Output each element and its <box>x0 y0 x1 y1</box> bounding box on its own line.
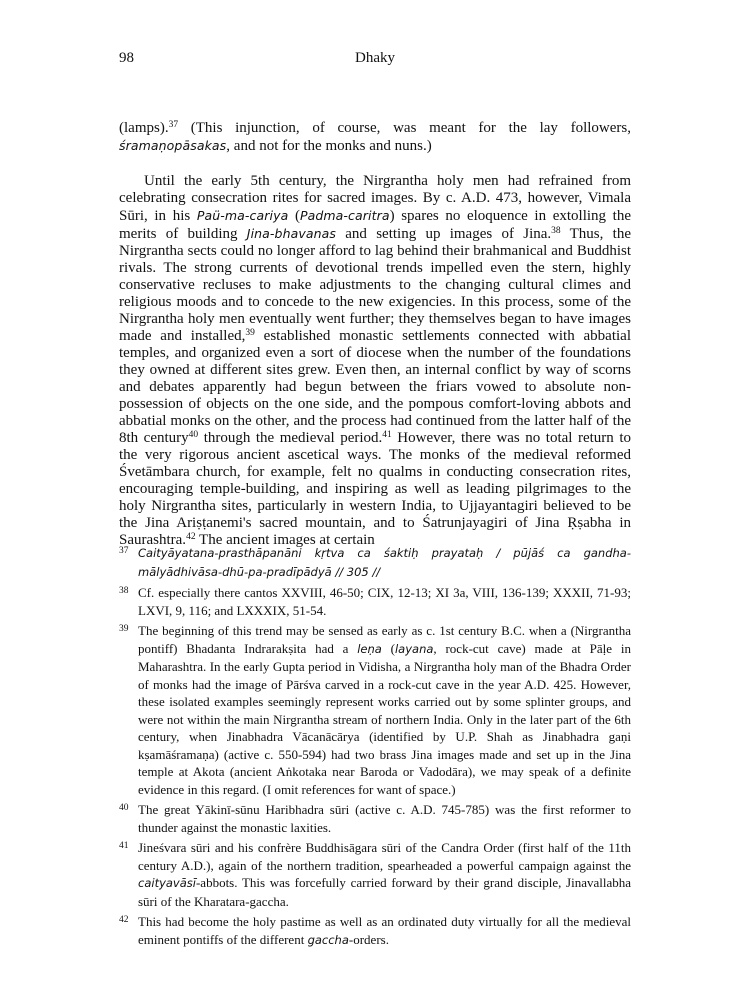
footnote-quote: Caityāyatana-prasthāpanāni kṛtva ca śaktiḥ prayataḥ / pūjāś ca gandha-mālyādhivāsa-dhū-pa-pradīpādyā // 305 // <box>138 546 631 579</box>
footnote-number: 39 <box>119 624 129 634</box>
term-layana: layana <box>394 641 434 656</box>
footnote-ref-39: 39 <box>245 328 255 338</box>
footnote-ref-38: 38 <box>551 226 561 236</box>
footnote-text: The great Yākinī-sūnu Haribhadra sūri (active c. A.D. 745-785) was the first reformer to thunder against the monastic laxities. <box>138 802 631 835</box>
term-gaccha: gaccha <box>307 932 349 947</box>
title-padma-caritra: Padma-caritra <box>299 208 390 223</box>
paragraph-2: Until the early 5th century, the Nirgrantha holy men had refrained from celebrating consecration rites for sacred images. By c. A.D. 473, however, Vimala Sūri, in his Paü-ma-cariya (Padma-caritra) spares no eloquence in extolling the merits of building Jina-bhavanas and setting up images of Jina.$^{38}$ Thus, the Nirgrantha sects could no longer afford to lag behind their brahmanical and Buddhist rivals. The strong currents of devotional trends impelled even the stern, highly conservative recluses to make adjustments to the changing cultural climes and religious moods and to concede to the new exigencies. In this process, some of the Nirgrantha holy men eventually went further; they themselves began to have images made and installed,$^{39}$ established monastic settlements connected with abbatial temples, and organized even a sort of diocese when the number of the foundations they owned at different sites grew. Even then, an internal conflict by way of scorns and debates apparently had begun between the friars vowed to absolute non-possession of objects on the one side, and the pompous comfort-loving abbots and abbatial monks on the other, and the process had continued from the latter half of the 8th century$^{40}$ through the medieval period.$^{41}$ However, there was no total return to the very rigorous ancient ascetical ways. The monks of the medieval reformed Śvetāmbara church, for example, felt no qualms in conducting consecration rites, encouraging temple-building, and inspiring as well as leading pilgrimages to the holy Nirgrantha sites, particularly in western India, to Ujjayantagiri believed to be the Jina Ariṣṭanemi's sacred mountain, and to Śatrunjayagiri of Jina Ṛṣabha in Saurashtra.$^{42}$ The ancient images at certain <box>119 173 632 548</box>
body-text <box>119 120 631 549</box>
footnote-40 <box>119 801 631 836</box>
footnotes <box>119 544 631 952</box>
term-caityavasi: caityavāsī <box>138 876 196 890</box>
footnote-number: 42 <box>119 915 129 925</box>
footnote-number: 37 <box>119 546 129 556</box>
term-jina-bhavanas: Jina-bhavanas <box>246 226 337 241</box>
term-sramanopasakas: śramaṇopāsakas <box>119 138 227 153</box>
page-header <box>119 50 631 70</box>
footnote-ref-42: 42 <box>186 532 196 542</box>
page-number: 98 <box>119 50 134 66</box>
footnote-42: 42 This had become the holy pastime as well as an ordinated duty virtually for all the medieval eminent pontiffs of the different gaccha-orders. <box>119 914 631 947</box>
footnote-37 <box>119 544 631 581</box>
footnote-39: 39 The beginning of this trend may be sensed as early as c. 1st century B.C. when a (Nirgrantha pontiff) Bhadanta Indrarakṣita had a leṇa (layana, rock-cut cave) made at Pāḷe in Maharashtra. In the early Gupta period in Vidisha, a Nirgrantha holy man of the Bhadra Order of monks had the image of Pārśva carved in a rock-cut cave in the year A.D. 425. However, these isolated examples seemingly represent works carried out by some splinter groups, and were not within the main Nirgrantha stream of northern India. Only in the later part of the 6th century, when Jinabhadra Vācanācārya (identified by U.P. Shah as Jinabhadra gaṇi kṣamāśramaṇa) (active c. 550-594) had two brass Jina images made and set up in the Jina temple at Akota (ancient Aṅkotaka near Baroda or Vadodāra), we may speak of a definite evidence in this regard. (I omit references for want of space.) <box>119 623 631 797</box>
footnote-number: 38 <box>119 586 129 596</box>
running-head-author: Dhaky <box>355 50 395 66</box>
paragraph-1: (lamps).$^{37}$ (This injunction, of course, was meant for the lay followers, śramaṇopāsakas, and not for the monks and nuns.) <box>119 120 631 154</box>
footnote-38 <box>119 584 631 619</box>
footnote-41: 41 Jineśvara sūri and his confrère Buddhisāgara sūri of the Candra Order (first half of the 11th century A.D.), again of the northern tradition, spearheaded a powerful campaign against the caityavāsī-abbots. This was forcefully carried forward by their grand disciple, Jinavallabha sūri of the Kharatara-gaccha. <box>119 840 631 909</box>
footnote-ref-37: 37 <box>168 120 179 130</box>
term-lena: leṇa <box>357 641 382 656</box>
footnote-ref-41: 41 <box>382 430 392 440</box>
footnote-number: 41 <box>119 841 129 851</box>
title-pauma-cariya: Paü-ma-cariya <box>196 208 289 223</box>
footnote-number: 40 <box>119 803 129 813</box>
footnote-ref-40: 40 <box>188 430 199 440</box>
footnote-text: Cf. especially there cantos XXVIII, 46-50; CIX, 12-13; XI 3a, VIII, 136-139; XXXII, 71-93; LXVI, 9, 116; and LXXXIX, 51-54. <box>138 585 631 618</box>
